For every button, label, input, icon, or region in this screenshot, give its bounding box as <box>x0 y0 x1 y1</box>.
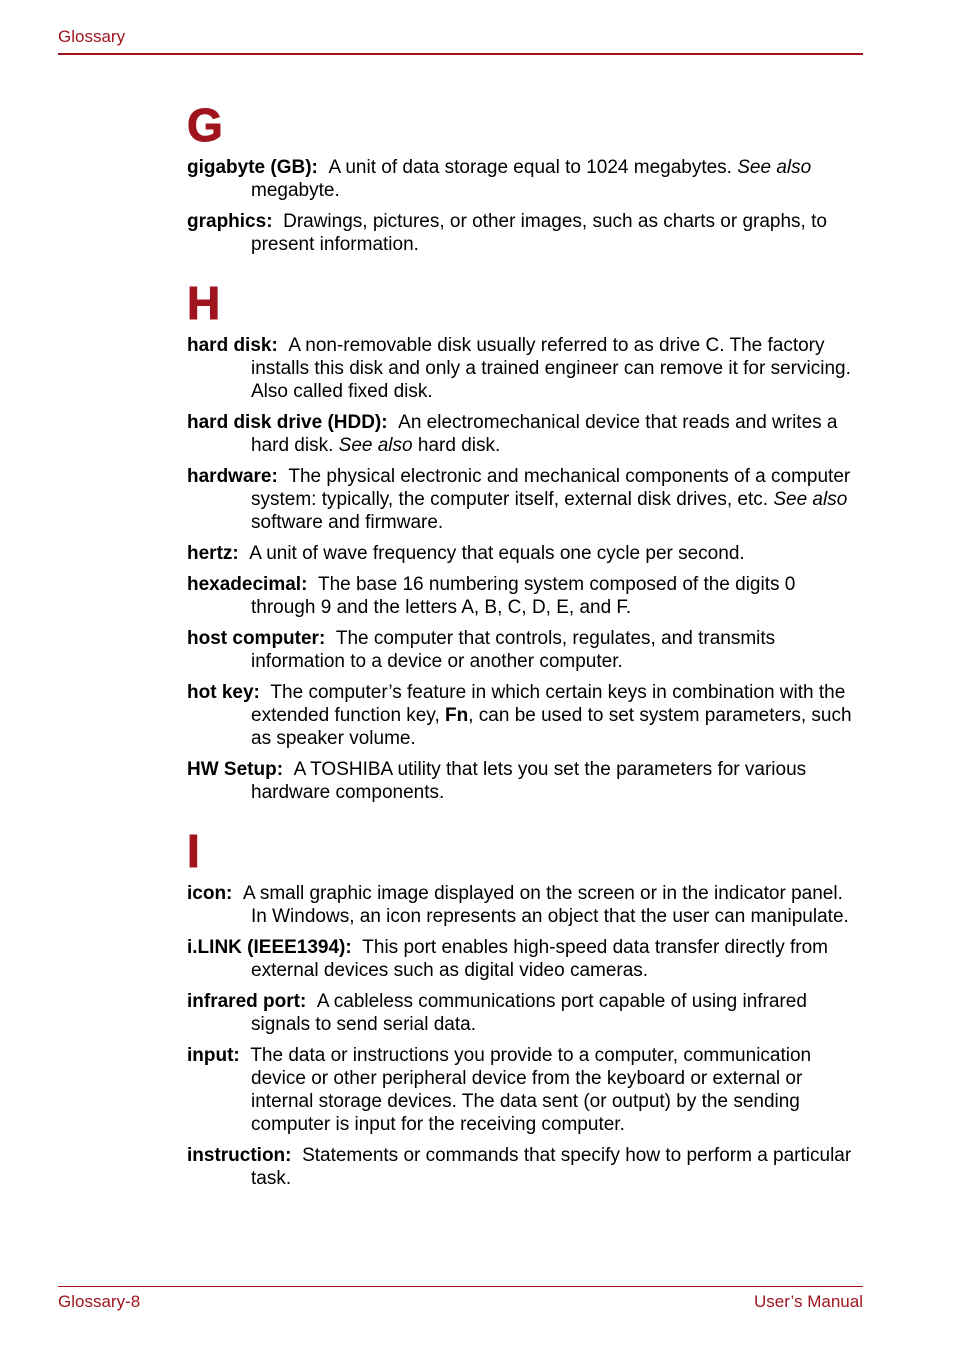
glossary-term: infrared port: <box>187 991 307 1012</box>
definition-text: The computer’s feature in which certain keys in combination with the extended function key, <box>251 682 846 726</box>
definition-text: Drawings, pictures, or other images, such as charts or graphs, to present information. <box>251 211 827 255</box>
glossary-entry <box>187 627 863 673</box>
section-letter: H <box>187 277 221 329</box>
glossary-entry <box>187 542 863 565</box>
glossary-entry <box>187 1044 863 1136</box>
running-header: Glossary <box>58 27 126 46</box>
glossary-term: graphics: <box>187 211 273 232</box>
definition-text: A unit of data storage equal to 1024 megabytes. <box>328 157 738 178</box>
glossary-term: hexadecimal: <box>187 574 308 595</box>
glossary-section <box>187 824 863 1190</box>
definition-text: Fn <box>445 705 469 726</box>
page-number: Glossary-8 <box>58 1292 141 1311</box>
definition-text: The physical electronic and mechanical components of a computer system: typically, the computer itself, external disk drives, etc. <box>251 466 851 510</box>
glossary-term: input: <box>187 1045 240 1066</box>
glossary-entry <box>187 210 863 256</box>
glossary-entry <box>187 411 863 457</box>
glossary-term: hard disk drive (HDD): <box>187 412 388 433</box>
definition-text: See also <box>338 435 413 456</box>
definition-text: See also <box>737 157 812 178</box>
glossary-entry <box>187 882 863 928</box>
glossary-entry <box>187 573 863 619</box>
glossary-content <box>187 98 863 1198</box>
definition-text: A cableless communications port capable of using infrared signals to send serial data. <box>251 991 807 1035</box>
glossary-term: hard disk: <box>187 335 278 356</box>
glossary-term: HW Setup: <box>187 759 284 780</box>
definition-text: An electromechanical device that reads and writes a hard disk. <box>251 412 838 456</box>
glossary-entry <box>187 936 863 982</box>
glossary-term: gigabyte (GB): <box>187 157 318 178</box>
definition-text: The computer that controls, regulates, and transmits information to a device or another computer. <box>251 628 776 672</box>
definition-text: This port enables high-speed data transfer directly from external devices such as digital video cameras. <box>251 937 829 981</box>
definition-text: Statements or commands that specify how to perform a particular task. <box>251 1145 852 1189</box>
glossary-term: hot key: <box>187 682 260 703</box>
definition-text: A small graphic image displayed on the screen or in the indicator panel. In Windows, an icon represents an object that the user can manipulate. <box>242 883 849 927</box>
definition-text: See also <box>773 489 848 510</box>
footer-rule <box>58 1286 863 1287</box>
glossary-entry <box>187 681 863 750</box>
glossary-entry <box>187 1144 863 1190</box>
glossary-term: instruction: <box>187 1145 292 1166</box>
glossary-entry <box>187 990 863 1036</box>
definition-text: A unit of wave frequency that equals one cycle per second. <box>249 543 745 564</box>
section-letter: I <box>187 825 200 877</box>
header-rule <box>58 53 863 55</box>
definition-text: software and firmware. <box>251 512 444 533</box>
glossary-section <box>187 276 863 804</box>
glossary-entry <box>187 465 863 534</box>
manual-title: User’s Manual <box>754 1292 863 1311</box>
definition-text: The data or instructions you provide to a computer, communication device or other peripheral device from the keyboard or external or internal storage devices. The data sent (or output) by the sending computer is input for the receiving computer. <box>250 1045 812 1135</box>
glossary-entry <box>187 156 863 202</box>
glossary-term: host computer: <box>187 628 326 649</box>
glossary-term: icon: <box>187 883 233 904</box>
definition-text: A TOSHIBA utility that lets you set the parameters for various hardware components. <box>251 759 807 803</box>
section-letter: G <box>187 99 223 151</box>
glossary-term: hertz: <box>187 543 239 564</box>
definition-text: , can be used to set system parameters, such as speaker volume. <box>251 705 852 749</box>
definition-text: megabyte. <box>251 180 340 201</box>
definition-text: hard disk. <box>412 435 501 456</box>
glossary-entry <box>187 758 863 804</box>
definition-text: The base 16 numbering system composed of the digits 0 through 9 and the letters A, B, C, D, E, and F. <box>251 574 796 618</box>
glossary-term: hardware: <box>187 466 278 487</box>
glossary-entry <box>187 334 863 403</box>
definition-text: A non-removable disk usually referred to as drive C. The factory installs this disk and only a trained engineer can remove it for servicing. Also called fixed disk. <box>251 335 851 402</box>
glossary-section <box>187 98 863 256</box>
glossary-term: i.LINK (IEEE1394): <box>187 937 352 958</box>
